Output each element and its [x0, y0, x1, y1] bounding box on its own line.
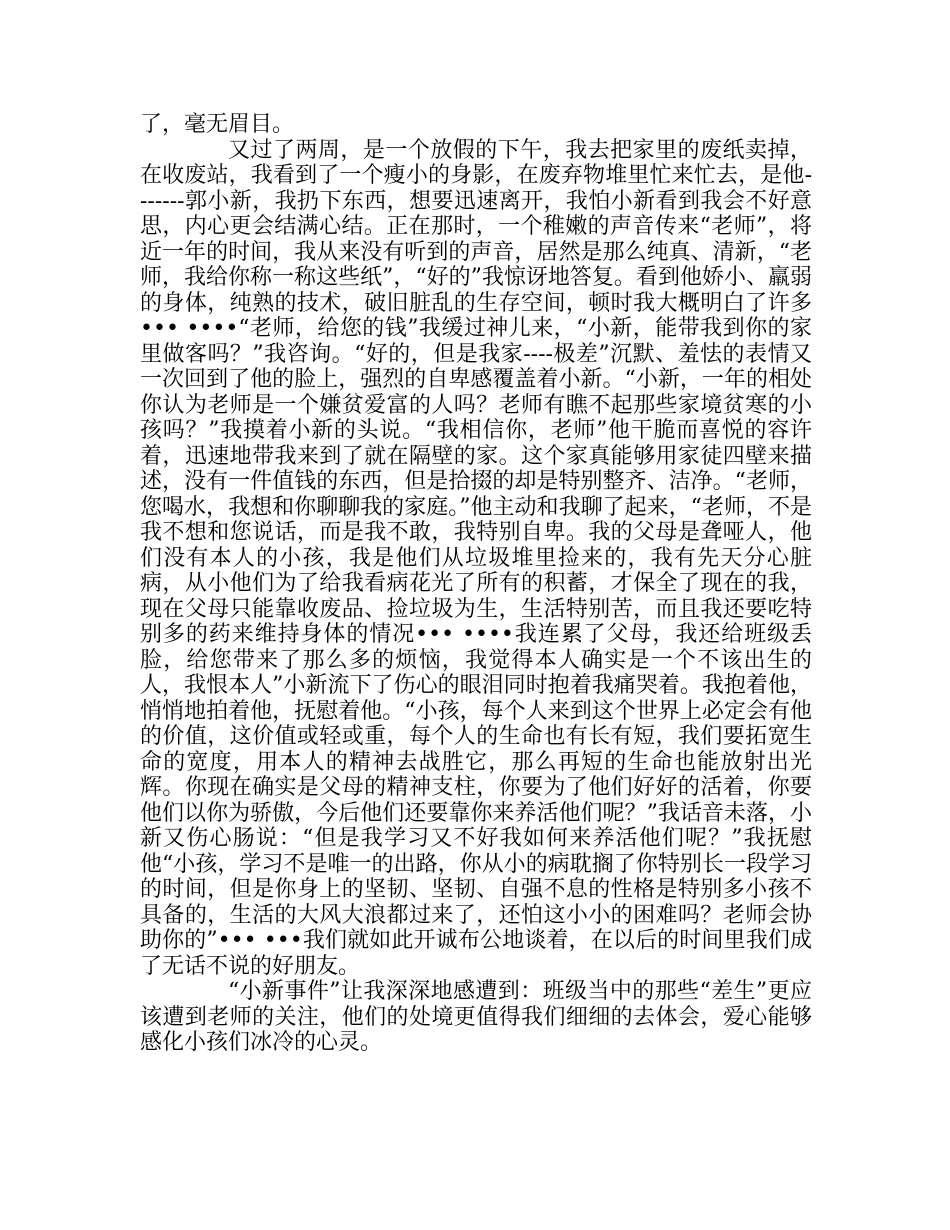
document-body: [140, 112, 812, 1056]
paragraph-1: 了，毫无眉目。: [140, 112, 295, 137]
paragraph-2: 又过了两周，是一个放假的下午，我去把家里的废纸卖掉，在收废站，我看到了一个瘦小的身影，在废弃物堆里忙来忙去，是他-------郭小新，我扔下东西，想要迅速离开，我怕小新看到我会不好意思，内心更会结满心结。正在那时，一个稚嫩的声音传来“老师”，将近一年的时间，我从来没有听到的声音，居然是那么纯真、清新，“老师，我给你称一称这些纸”，“好的”我惊讶地答复。看到他娇小、羸弱的身体，纯熟的技术，破旧脏乱的生存空间，顿时我大概明白了许多••• ••••“老师，给您的钱”我缓过神儿来，“小新，能带我到你的家里做客吗？”我咨询。“好的，但是我家----极差”沉默、羞怯的表情又一次回到了他的脸上，强烈的自卑感覆盖着小新。“小新，一年的相处你认为老师是一个嫌贫爱富的人吗？老师有瞧不起那些家境贫寒的小孩吗？”我摸着小新的头说。“我相信你，老师”他干脆而喜悦的容许着，迅速地带我来到了就在隔壁的家。这个家真能够用家徒四壁来描述，没有一件值钱的东西，但是拾掇的却是特别整齐、洁净。“老师，您喝水，我想和你聊聊我的家庭。”他主动和我聊了起来，“老师，不是我不想和您说话，而是我不敢，我特别自卑。我的父母是聋哑人，他们没有本人的小孩，我是他们从垃圾堆里捡来的，我有先天分心脏病，从小他们为了给我看病花光了所有的积蓄，才保全了现在的我，现在父母只能靠收废品、捡垃圾为生，生活特别苦，而且我还要吃特别多的药来维持身体的情况••• ••••我连累了父母，我还给班级丢脸，给您带来了那么多的烦恼，我觉得本人确实是一个不该出生的人，我恨本人”小新流下了伤心的眼泪同时抱着我痛哭着。我抱着他，悄悄地拍着他，抚慰着他。“小孩，每个人来到这个世界上必定会有他的价值，这价值或轻或重，每个人的生命也有长有短，我们要拓宽生命的宽度，用本人的精神去战胜它，那么再短的生命也能放射出光辉。你现在确实是父母的精神支柱，你要为了他们好好的活着，你要他们以你为骄傲，今后他们还要靠你来养活他们呢？”我话音未落，小新又伤心肠说：“但是我学习又不好我如何来养活他们呢？”我抚慰他“小孩，学习不是唯一的出路，你从小的病耽搁了你特别长一段学习的时间，但是你身上的坚韧、坚韧、自强不息的性格是特别多小孩不具备的，生活的大风大浪都过来了，还怕这小小的困难吗？老师会协助你的”••• •••我们就如此开诚布公地谈着，在以后的时间里我们成了无话不说的好朋友。: [140, 137, 812, 979]
paragraph-3: “小新事件”让我深深地感遭到：班级当中的那些“差生”更应该遭到老师的关注，他们的处境更值得我们细细的去体会，爱心能够感化小孩们冰冷的心灵。: [140, 979, 812, 1055]
